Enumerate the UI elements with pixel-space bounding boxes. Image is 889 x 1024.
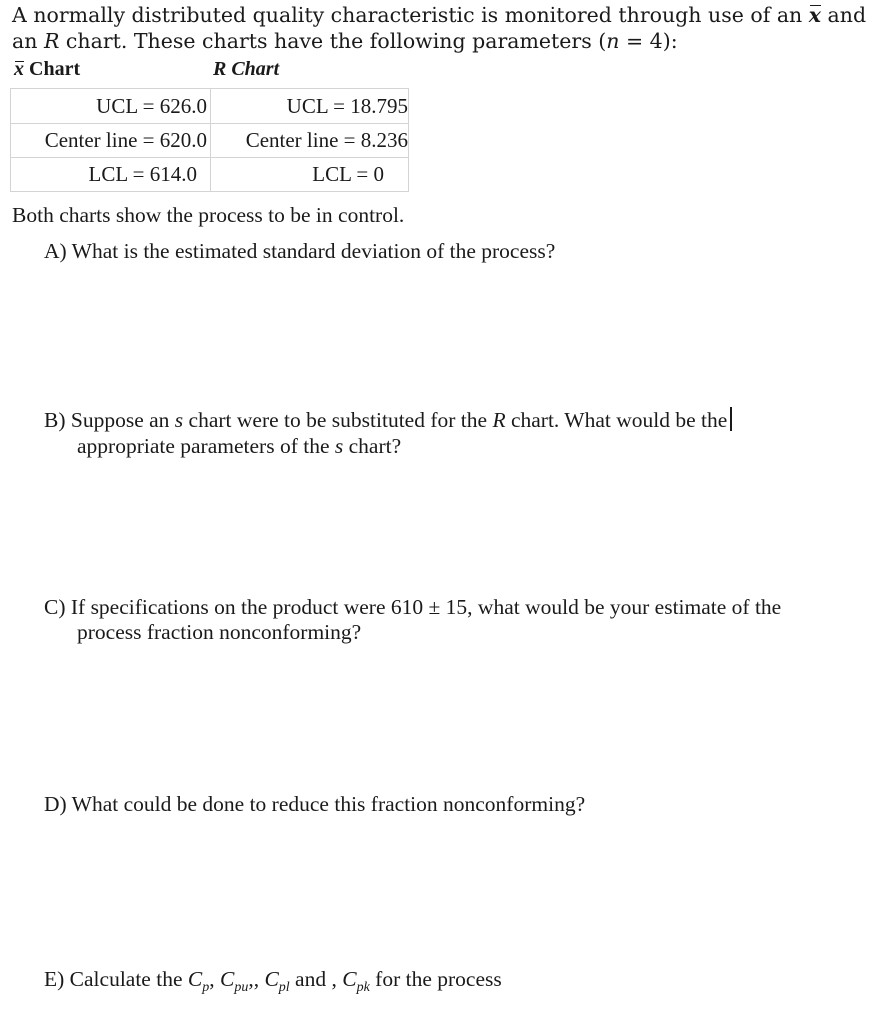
question-e-text: E) Calculate the: [44, 967, 188, 991]
xbar-lcl-cell: LCL = 614.0: [88, 162, 197, 186]
question-b-text-3: chart. What would be the: [505, 408, 728, 432]
r-center-line-cell: Center line = 8.236: [245, 128, 408, 152]
r-ucl-cell: UCL = 18.795: [286, 94, 408, 118]
xbar-header-symbol: x: [14, 58, 24, 80]
intro-line-2: [12, 28, 678, 54]
cpl-subscript: pl: [278, 980, 290, 995]
question-e: [44, 967, 502, 996]
xbar-ucl-cell: UCL = 626.0: [96, 94, 207, 118]
question-c-line-2: process fraction nonconforming?: [77, 620, 362, 644]
question-b-line-1: [44, 407, 732, 433]
question-b-line-2: [77, 434, 401, 459]
intro-line-2-end: = 4):: [619, 29, 678, 53]
r-symbol: R: [492, 408, 506, 432]
cpl-symbol: C: [264, 967, 279, 991]
n-symbol: n: [606, 29, 620, 53]
separator: ,: [209, 967, 220, 991]
separator: and ,: [289, 967, 343, 991]
parameters-table: [10, 54, 410, 193]
r-chart-header: R Chart: [213, 58, 280, 80]
xbar-chart-header: [14, 58, 80, 81]
cpu-subscript: pu: [234, 980, 249, 995]
question-b-text-1: B) Suppose an: [44, 408, 175, 432]
xbar-symbol: x: [808, 3, 822, 27]
question-b-text-2: chart were to be substituted for the: [183, 408, 493, 432]
separator: ,,: [248, 967, 265, 991]
cpu-symbol: C: [219, 967, 235, 991]
intro-line-1: [12, 2, 866, 28]
question-e-end: for the process: [369, 967, 502, 991]
r-lcl-cell: LCL = 0: [312, 162, 384, 186]
intro-line-2-text: chart. These charts have the following parameters (: [59, 29, 607, 53]
text-cursor: [730, 407, 732, 431]
cpk-subscript: pk: [356, 980, 370, 995]
xbar-center-line-cell: Center line = 620.0: [44, 128, 207, 152]
control-statement: Both charts show the process to be in control.: [12, 203, 405, 227]
question-a: A) What is the estimated standard deviation of the process?: [44, 239, 556, 263]
question-d: D) What could be done to reduce this fraction nonconforming?: [44, 792, 586, 816]
xbar-header-label: Chart: [24, 58, 81, 80]
question-b-text-4: appropriate parameters of the: [77, 434, 335, 458]
cpk-symbol: C: [342, 967, 357, 991]
table-grid: [10, 88, 409, 192]
cp-symbol: C: [187, 967, 203, 991]
question-c-line-1: C) If specifications on the product were 610 ± 15, what would be your estimate of the: [44, 595, 782, 619]
intro-line-1-end: and: [821, 3, 867, 27]
question-b-text-5: chart?: [343, 434, 402, 458]
intro-line-1-text: A normally distributed quality characteristic is monitored through use of an: [12, 3, 809, 27]
cp-subscript: p: [202, 980, 210, 995]
r-symbol: R: [43, 29, 60, 53]
intro-line-2-start: an: [12, 29, 44, 53]
s-symbol: s: [174, 408, 184, 432]
s-symbol: s: [334, 434, 344, 458]
